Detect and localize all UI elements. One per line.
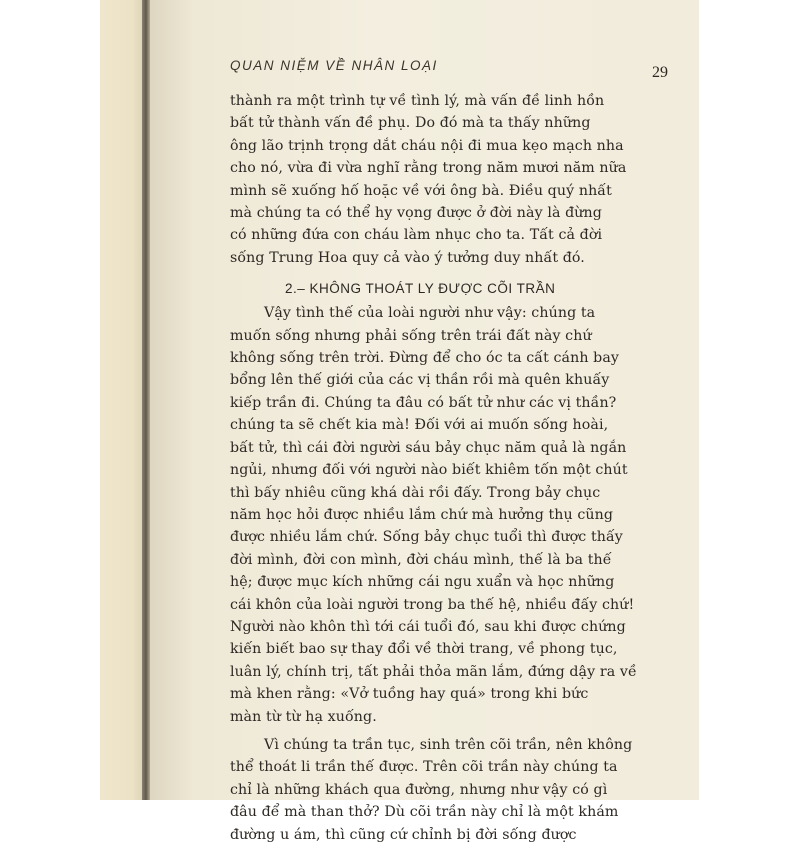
text-line: năm học hỏi được nhiều lắm chứ mà hưởng thụ cũng (230, 506, 614, 523)
text-line: Người nào khôn thì tới cái tuổi đó, sau khi được chứng (230, 618, 626, 635)
text-line: muốn sống nhưng phải sống trên trái đất này chứ (230, 327, 592, 344)
page-content (230, 50, 668, 846)
text-line: bất tử thành vấn đề phụ. Do đó mà ta thấy những (230, 115, 591, 132)
text-line: ngủi, nhưng đối với người nào biết khiêm tốn một chút (230, 462, 628, 479)
text-line: chúng ta sẽ chết kia mà! Đối với ai muốn sống hoài, (230, 417, 609, 434)
text-line: kiến biết bao sự thay đổi về thời trang, về phong tục, (230, 641, 618, 658)
running-head (230, 50, 668, 82)
text-line: thì bấy nhiêu cũng khá dài rồi đấy. Trong bảy chục (230, 484, 601, 501)
text-line: Vậy tình thế của loài người như vậy: chúng ta (264, 305, 596, 322)
running-head-title: QUAN NIỆM VỀ NHÂN LOẠI (230, 58, 438, 73)
book-page (150, 0, 699, 843)
text-line: cái khôn của loài người trong ba thế hệ, nhiều đấy chứ! (230, 596, 635, 613)
text-line: mà chúng ta có thể hy vọng được ở đời này là đừng (230, 205, 602, 222)
text-line: đường u ám, thì cũng cứ chỉnh bị đời sống được (230, 826, 577, 843)
text-line: thể thoát li trần thế được. Trên cõi trần này chúng ta (230, 759, 618, 776)
paragraph-3 (230, 734, 668, 846)
text-line: cho nó, vừa đi vừa nghĩ rằng trong năm mươi năm nữa (230, 160, 627, 177)
paragraph-2 (230, 302, 668, 728)
text-line: Vì chúng ta trần tục, sinh trên cõi trần, nên không (264, 736, 633, 753)
text-line: không sống trên trời. Đừng để cho óc ta cất cánh bay (230, 350, 620, 367)
text-line: kiếp trần đi. Chúng ta đâu có bất tử như các vị thần? (230, 394, 617, 411)
text-line: đâu để mà than thở? Dù cõi trần này chỉ là một khám (230, 804, 619, 821)
text-line: mình sẽ xuống hố hoặc về với ông bà. Điều quý nhất (230, 182, 612, 199)
text-line: bổng lên thế giới của các vị thần rồi mà quên khuấy (230, 372, 610, 389)
text-line: thành ra một trình tự về tình lý, mà vấn đề linh hồn (230, 93, 605, 109)
text-line: màn từ từ hạ xuống. (230, 708, 377, 725)
facing-page-edge (100, 0, 146, 800)
section-heading: 2.– KHÔNG THOÁT LY ĐƯỢC CÕI TRẦN (285, 281, 556, 297)
text-line: bất tử, thì cái đời người sáu bảy chục năm quả là ngắn (230, 439, 627, 456)
text-line: mà khen rằng: «Vở tuồng hay quá» trong khi bức (230, 686, 589, 703)
page-number: 29 (652, 64, 668, 81)
text-line: có những đứa con cháu làm nhục cho ta. Tất cả đời (230, 227, 603, 244)
text-line: đời mình, đời con mình, đời cháu mình, thế là ba thế (230, 551, 612, 568)
text-line: sống Trung Hoa quy cả vào ý tưởng duy nhất đó. (230, 249, 585, 266)
book-spine (142, 0, 150, 800)
paragraph-1 (230, 90, 668, 269)
text-line: chỉ là những khách qua đường, nhưng như vậy có gì (230, 781, 608, 798)
text-line: ông lão trịnh trọng dắt cháu nội đi mua kẹo mạch nha (230, 137, 624, 154)
text-line: hệ; được mục kích những cái ngu xuẩn và học những (230, 574, 615, 591)
text-line: được nhiều lắm chứ. Sống bảy chục tuổi thì được thấy (230, 529, 623, 546)
text-line: luân lý, chính trị, tất phải thỏa mãn lắm, đứng dậy ra về (230, 663, 637, 680)
